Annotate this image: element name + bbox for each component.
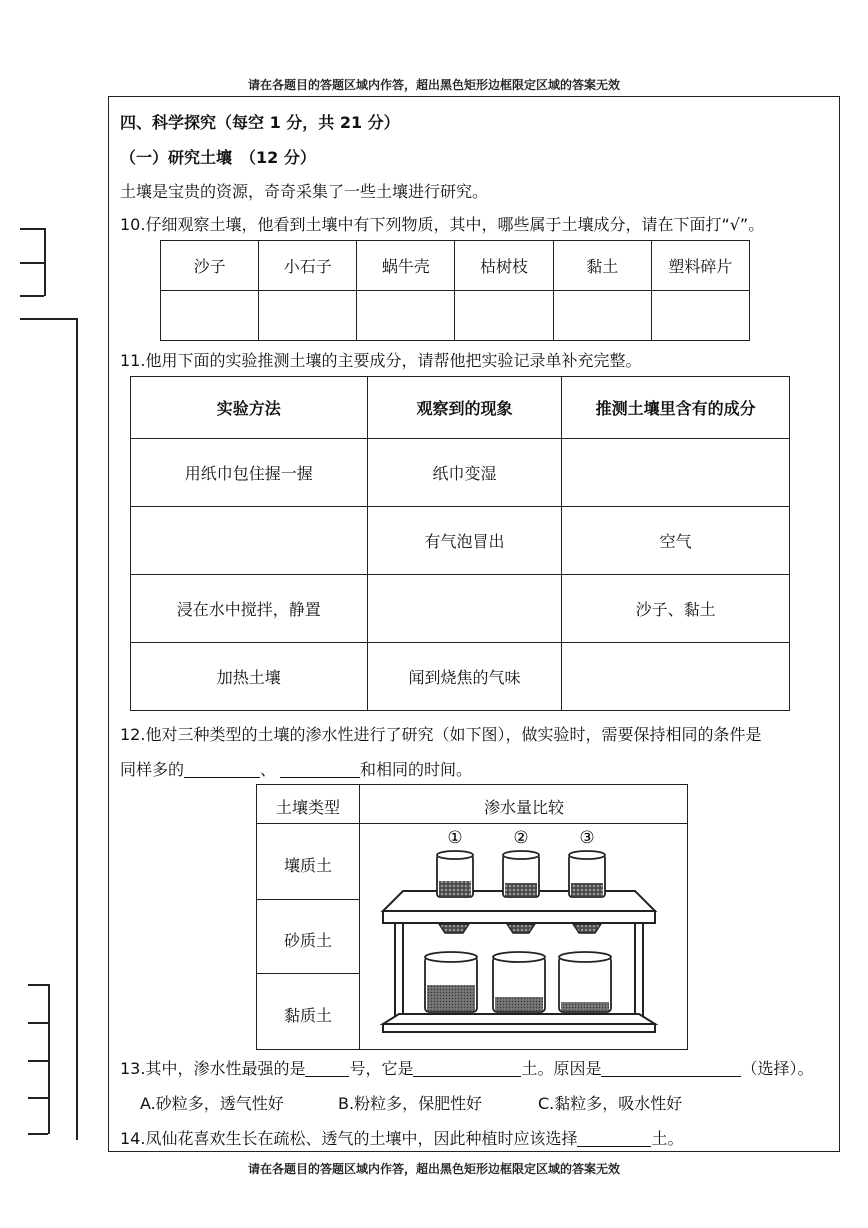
- q11-cell: 加热土壤: [131, 643, 368, 711]
- q12-seepage-figure: [256, 784, 688, 1050]
- q11-text: 11.他用下面的实验推测土壤的主要成分，请帮他把实验记录单补充完整。: [120, 351, 642, 370]
- upper-cup-3: [569, 851, 605, 897]
- section-title: 四、科学探究（每空 1 分，共 21 分）: [120, 113, 400, 132]
- q13-option-c: C.黏粒多，吸水性好: [538, 1094, 683, 1113]
- q11-cell: 闻到烧焦的气味: [367, 643, 562, 711]
- q13-text-b: 号，它是: [349, 1059, 414, 1078]
- q10-table: [160, 240, 750, 341]
- q13-blank-number[interactable]: [305, 1060, 349, 1077]
- q11-record-table: [130, 376, 790, 711]
- figure-header-seepage: 渗水量比较: [483, 798, 564, 817]
- answer-area-notice-top: 请在各题目的答题区域内作答，超出黑色矩形边框限定区域的答案无效: [247, 78, 620, 92]
- q10-item: 枯树枝: [455, 241, 553, 291]
- figure-header-soil-type: 土壤类型: [275, 798, 340, 817]
- q11-answer-cell[interactable]: [131, 507, 368, 575]
- cup-label-2: ②: [513, 829, 529, 848]
- q11-header: 实验方法: [131, 377, 368, 439]
- q11-answer-cell[interactable]: [367, 575, 562, 643]
- q11-header: 观察到的现象: [367, 377, 562, 439]
- q11-cell: 沙子、黏土: [562, 575, 790, 643]
- q10-answer-cell[interactable]: [357, 291, 455, 341]
- q11-cell: 纸巾变湿: [367, 439, 562, 507]
- q11-cell: 浸在水中搅拌，静置: [131, 575, 368, 643]
- q12-line1: 12.他对三种类型的土壤的渗水性进行了研究（如下图），做实验时，需要保持相同的条件是: [120, 725, 762, 744]
- q12-text-b: 和相同的时间。: [360, 760, 473, 779]
- section-subtitle: （一）研究土壤 （12 分）: [120, 148, 316, 167]
- q11-header: 推测土壤里含有的成分: [562, 377, 790, 439]
- q13-line: [120, 1056, 814, 1079]
- cup-label-3: ③: [579, 829, 595, 848]
- q13-blank-soil[interactable]: [413, 1060, 521, 1077]
- upper-cup-2: [503, 851, 539, 897]
- q13-option-a: A.砂粒多，透气性好: [140, 1094, 284, 1113]
- q13-text-c: 土。原因是: [521, 1059, 602, 1078]
- section-intro: 土壤是宝贵的资源，奇奇采集了一些土壤进行研究。: [120, 182, 489, 201]
- q12-text-a: 同样多的: [120, 760, 185, 779]
- q12-blank-2[interactable]: [280, 761, 360, 778]
- q11-answer-cell[interactable]: [562, 643, 790, 711]
- q10-text: 10.仔细观察土壤，他看到土壤中有下列物质，其中，哪些属于土壤成分，请在下面打“√”。: [120, 215, 765, 234]
- q12-line2: [120, 757, 472, 780]
- q11-cell: 有气泡冒出: [367, 507, 562, 575]
- lower-cup-1: [425, 952, 477, 1012]
- q13-blank-reason[interactable]: [601, 1060, 741, 1077]
- q10-answer-cell[interactable]: [161, 291, 259, 341]
- q10-answer-cell[interactable]: [553, 291, 651, 341]
- q10-answer-cell[interactable]: [259, 291, 357, 341]
- q11-cell: 用纸巾包住握一握: [131, 439, 368, 507]
- lower-cup-2: [493, 952, 545, 1012]
- q13-text-d: （选择）。: [741, 1059, 814, 1078]
- q13-text-a: 13.其中，渗水性最强的是: [120, 1059, 306, 1078]
- q10-item: 塑料碎片: [651, 241, 749, 291]
- q10-item: 小石子: [259, 241, 357, 291]
- upper-cup-1: [437, 851, 473, 897]
- q12-blank-1[interactable]: [184, 761, 260, 778]
- soil-type-sandy: 砂质土: [283, 931, 332, 950]
- lower-cup-3: [559, 952, 611, 1012]
- cup-label-1: ①: [447, 829, 463, 848]
- q11-cell: 空气: [562, 507, 790, 575]
- soil-type-clay: 黏质土: [283, 1006, 332, 1025]
- q14-text-a: 14.凤仙花喜欢生长在疏松、透气的土壤中，因此种植时应该选择: [120, 1129, 578, 1148]
- seepage-apparatus-illustration: [373, 829, 663, 1044]
- q14-line: [120, 1126, 683, 1149]
- q13-option-b: B.粉粒多，保肥性好: [338, 1094, 483, 1113]
- q11-answer-cell[interactable]: [562, 439, 790, 507]
- answer-area-notice-bottom: 请在各题目的答题区域内作答，超出黑色矩形边框限定区域的答案无效: [247, 1162, 620, 1176]
- q10-answer-cell[interactable]: [651, 291, 749, 341]
- q14-text-b: 土。: [651, 1129, 684, 1148]
- q10-item: 蜗牛壳: [357, 241, 455, 291]
- q14-blank-soil[interactable]: [577, 1130, 651, 1147]
- soil-type-loam: 壤质土: [283, 856, 332, 875]
- q10-item: 沙子: [161, 241, 259, 291]
- q10-answer-cell[interactable]: [455, 291, 553, 341]
- q12-sep: 、: [260, 760, 277, 779]
- q10-item: 黏土: [553, 241, 651, 291]
